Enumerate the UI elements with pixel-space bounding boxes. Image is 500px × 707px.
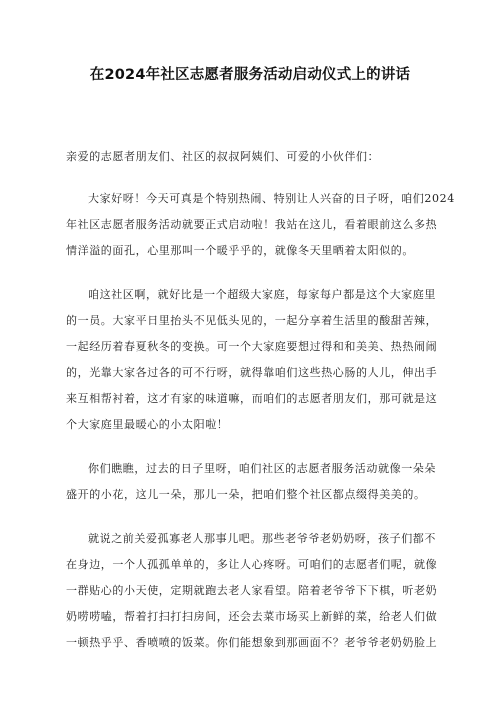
- paragraph-2: [66, 282, 438, 438]
- paragraph-line: 大家好呀！今天可真是个特别热闹、特别让人兴奋的日子呀，咱们2024: [88, 192, 455, 205]
- paragraph-line: 一起经历着春夏秋冬的变换。可一个大家庭要想过得和和美美、热热闹闹: [66, 340, 438, 353]
- paragraph-3: [66, 456, 434, 508]
- paragraph-line: 的，光靠大家各过各的可不行呀，就得靠咱们这些热心肠的人儿，伸出手: [66, 366, 438, 379]
- paragraph-line: 个大家庭里最暖心的小太阳啦！: [66, 418, 229, 431]
- paragraph-line: 盛开的小花，这儿一朵，那儿一朵，把咱们整个社区都点缀得美美的。: [66, 488, 426, 501]
- paragraph-line: 奶唠唠嗑，帮着打扫打扫房间，还会去菜市场买上新鲜的菜，给老人们做: [66, 610, 438, 623]
- paragraph-1: [66, 186, 455, 264]
- paragraph-line: 你们瞧瞧，过去的日子里呀，咱们社区的志愿者服务活动就像一朵朵: [88, 462, 436, 475]
- document-title: 在2024年社区志愿者服务活动启动仪式上的讲话: [89, 67, 411, 83]
- paragraph-4: [66, 526, 438, 656]
- paragraph-line: 的一员。大家平日里抬头不见低头见的，一起分享着生活里的酸甜苦辣，: [66, 314, 438, 327]
- paragraph-line: 咱这社区啊，就好比是一个超级大家庭，每家每户都是这个大家庭里: [88, 288, 436, 301]
- paragraph-line: 情洋溢的面孔，心里那叫一个暖乎乎的，就像冬天里晒着太阳似的。: [66, 244, 414, 257]
- paragraph-line: 来互相帮衬着，这才有家的味道嘛，而咱们的志愿者朋友们，那可就是这: [66, 392, 438, 405]
- salutation: 亲爱的志愿者朋友们、社区的叔叔阿姨们、可爱的小伙伴们：: [66, 150, 380, 163]
- paragraph-line: 年社区志愿者服务活动就要正式启动啦！我站在这儿，看着眼前这么多热: [66, 218, 438, 231]
- paragraph-line: 就说之前关爱孤寡老人那事儿吧。那些老爷爷老奶奶呀，孩子们都不: [88, 532, 436, 545]
- paragraph-line: 一群贴心的小天使，定期就跑去老人家看望。陪着老爷爷下下棋，听老奶: [66, 584, 438, 597]
- paragraph-line: 一顿热乎乎、香喷喷的饭菜。你们能想象到那画面不？老爷爷老奶奶脸上: [66, 636, 438, 649]
- paragraph-line: 在身边，一个人孤孤单单的，多让人心疼呀。可咱们的志愿者们呢，就像: [66, 558, 438, 571]
